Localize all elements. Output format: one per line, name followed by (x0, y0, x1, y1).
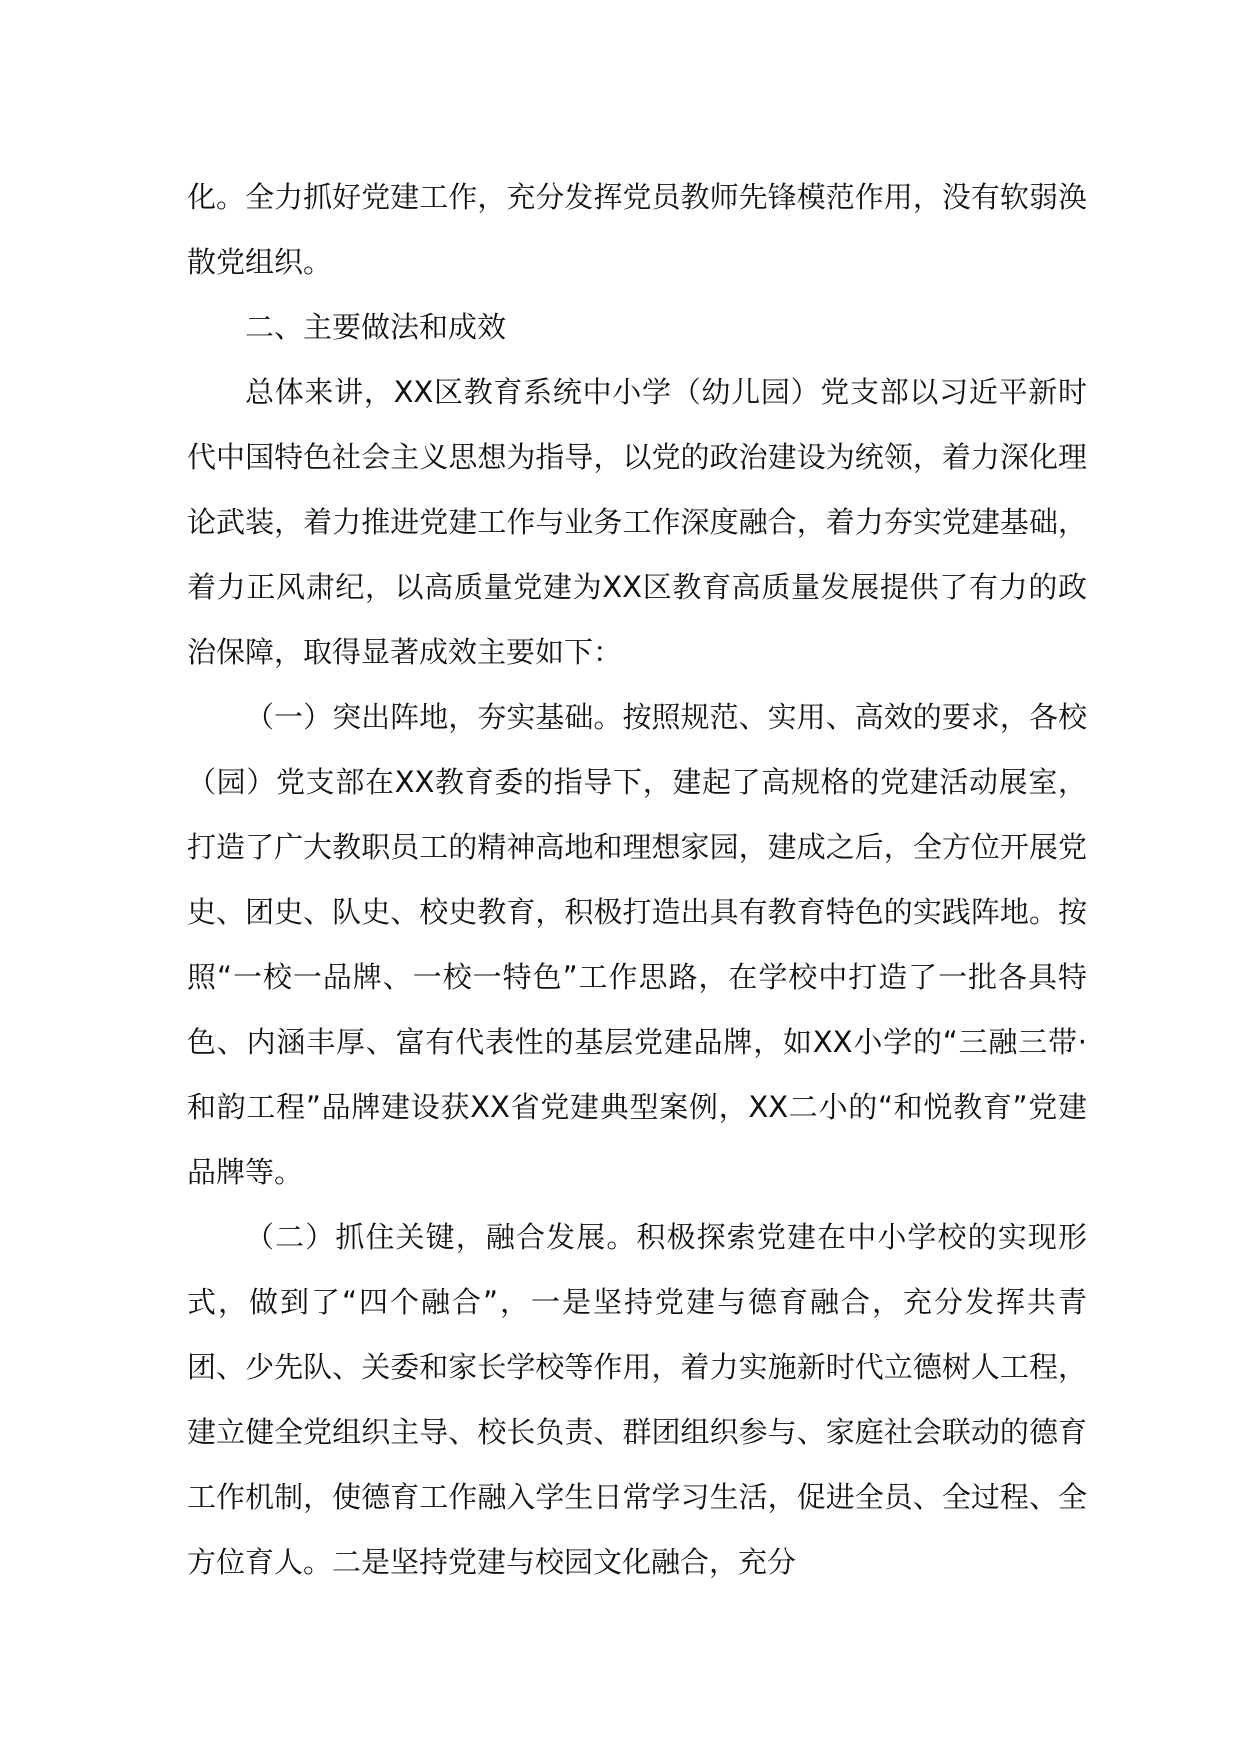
paragraph-item-2: （二）抓住关键，融合发展。积极探索党建在中小学校的实现形式，做到了“四个融合”，一是坚持党建与德育融合，充分发挥共青团、少先队、关委和家长学校等作用，着力实施新时代立德树人工程，建立健全党组织主导、校长负责、群团组织参与、家庭社会联动的德育工作机制，使德育工作融入学生日常学习生活，促进全员、全过程、全方位育人。二是坚持党建与校园文化融合，充分 (187, 1220, 1087, 1579)
section-heading: 二、主要做法和成效 (245, 310, 507, 344)
paragraph-overview: 总体来讲，XX区教育系统中小学（幼儿园）党支部以习近平新时代中国特色社会主义思想为指导，以党的政治建设为统领，着力深化理论武装，着力推进党建工作与业务工作深度融合，着力夯实党建基础，着力正风肃纪，以高质量党建为XX区教育高质量发展提供了有力的政治保障，取得显著成效主要如下： (187, 375, 1087, 669)
paragraph-continuation: 化。全力抓好党建工作，充分发挥党员教师先锋模范作用，没有软弱涣散党组织。 (187, 180, 1087, 279)
paragraph-item-1: （一）突出阵地，夯实基础。按照规范、实用、高效的要求，各校（园）党支部在XX教育委的指导下，建起了高规格的党建活动展室，打造了广大教职员工的精神高地和理想家园，建成之后，全方位开展党史、团史、队史、校史教育，积极打造出具有教育特色的实践阵地。按照“一校一品牌、一校一特色”工作思路，在学校中打造了一批各具特色、内涵丰厚、富有代表性的基层党建品牌，如XX小学的“三融三带·和韵工程”品牌建设获XX省党建典型案例，XX二小的“和悦教育”党建品牌等。 (187, 700, 1087, 1189)
document-body (187, 165, 1087, 1595)
